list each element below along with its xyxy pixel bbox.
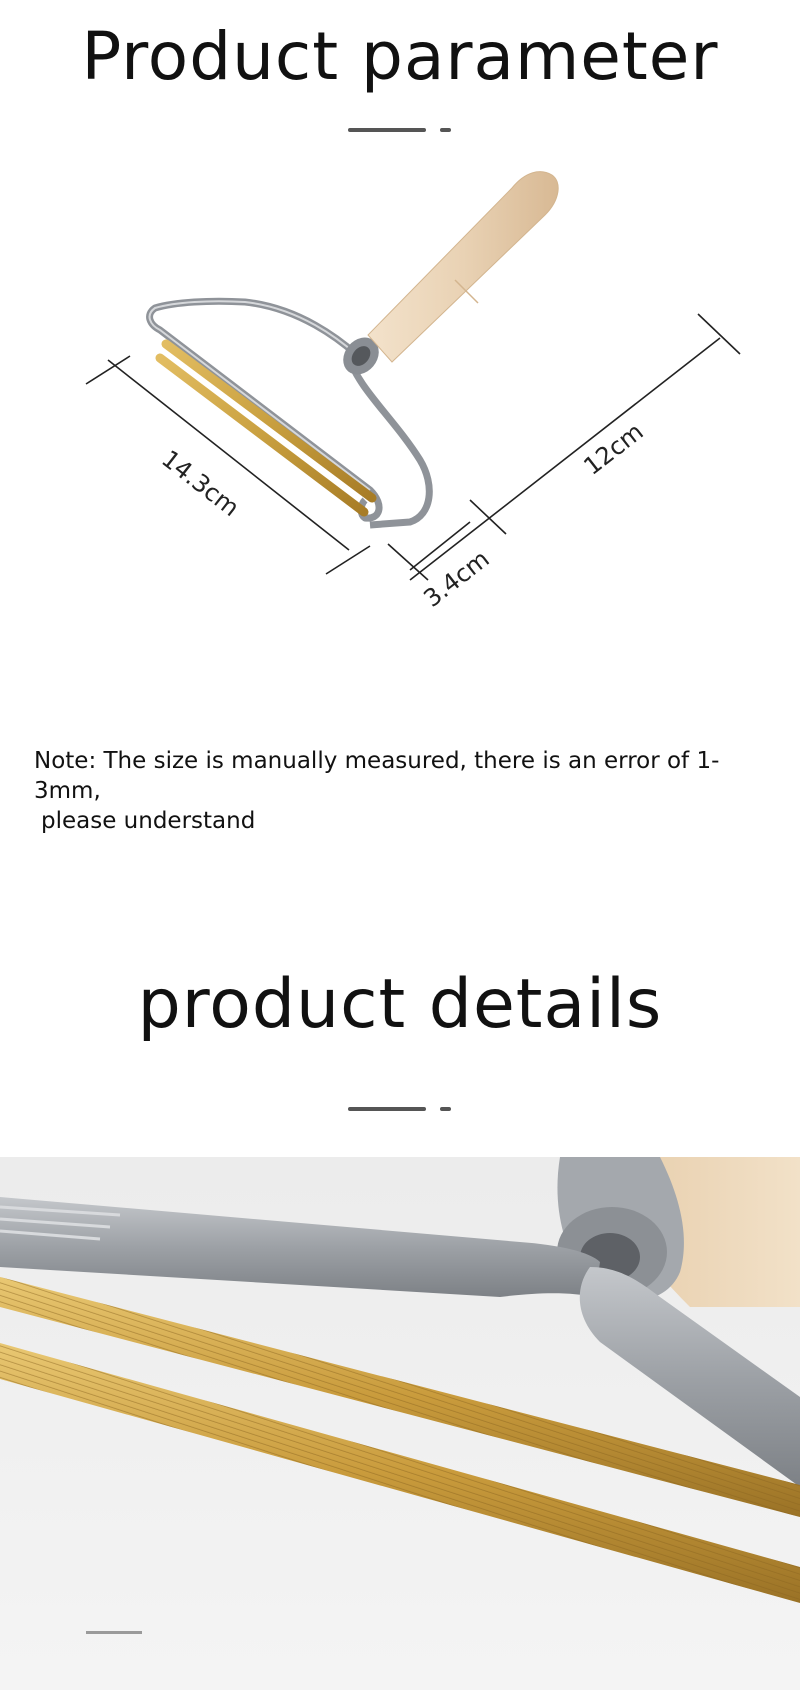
title-divider [0, 1107, 800, 1113]
dimension-label-width: 12cm [578, 417, 649, 481]
note-line-1: Note: The size is manually measured, there is an error of 1-3mm, [34, 748, 720, 804]
divider-long-bar [348, 128, 426, 132]
measurement-note [34, 746, 774, 836]
divider-short-bar [440, 1107, 451, 1111]
divider-short-bar [440, 128, 451, 132]
product-closeup-photo [0, 1157, 800, 1690]
product-dimension-diagram [0, 160, 800, 640]
section-title-product-parameter: Product parameter [81, 18, 719, 95]
dimension-label-length: 14.3cm [156, 444, 245, 523]
note-line-2: please understand [41, 808, 256, 834]
title-divider [0, 128, 800, 134]
dimension-line-width [410, 314, 740, 580]
closeup-scroll-mark [86, 1631, 142, 1634]
divider-long-bar [348, 1107, 426, 1111]
section-title-product-details: product details [137, 965, 663, 1044]
dimension-label-depth: 3.4cm [418, 544, 495, 613]
wooden-handle [336, 172, 558, 382]
